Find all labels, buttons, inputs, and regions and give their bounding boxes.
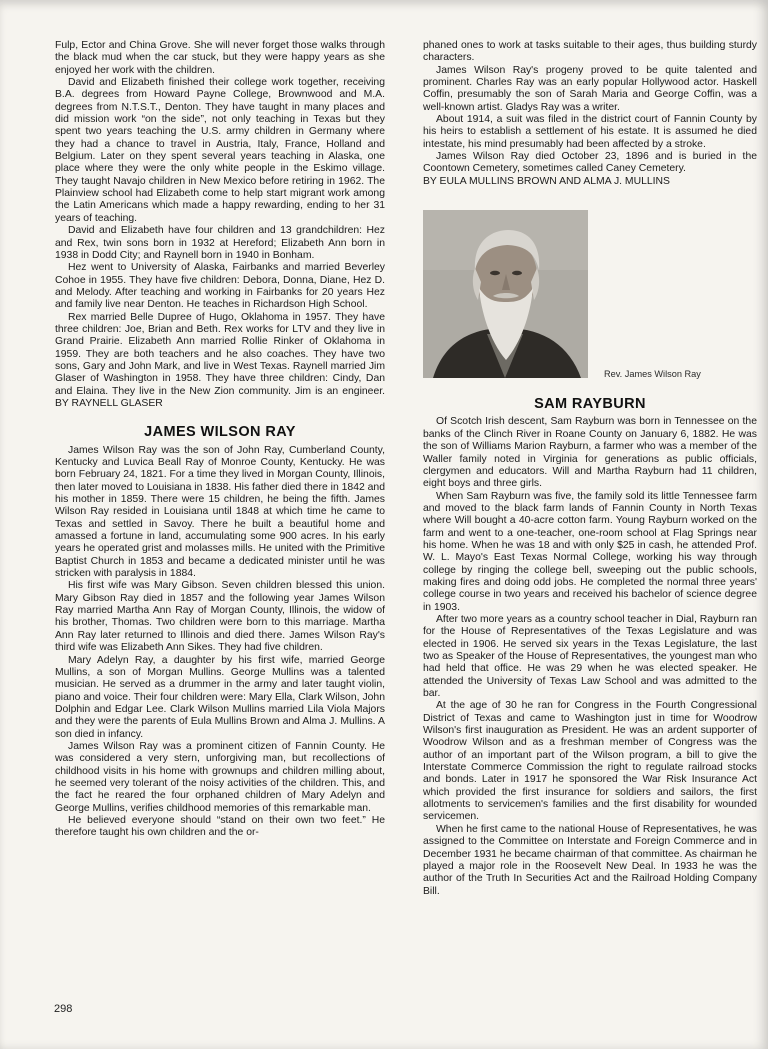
left-column (55, 40, 385, 840)
paragraph: At the age of 30 he ran for Congress in the Fourth Congressional District of Texas and came to Washington just in time for Woodrow Wilson's first inauguration as President. He was an ardent supporter of Woodrow Wilson and as a freshman member of Congress was the author of an important part of the Wilson program, a bill to give the Interstate Commerce Commission the right to regulate railroad stocks and bonds. Later in 1917 he sponsored the War Risk Insurance Act which provided the first insurance for soldiers and sailors, the first allotments to servicemen's families and the first disability for wounded servicemen. (423, 700, 757, 823)
article-heading-sam-rayburn: SAM RAYBURN (534, 396, 646, 413)
paragraph: Fulp, Ector and China Grove. She will never forget those walks through the black mud when the car stuck, but they were happy years as she enjoyed her work with the children. (55, 40, 385, 76)
paragraph: When he first came to the national House of Representatives, he was assigned to the Committee on Interstate and Foreign Commerce and in December 1931 he became chairman of that committee. As chairman he played a major role in the Roosevelt New Deal. In 1933 he was the author of the Truth In Securities Act and the Railroad Holding Company Bill. (423, 823, 757, 897)
paragraph: When Sam Rayburn was five, the family sold its little Tennessee farm and moved to the black farm lands of Fannin County in North Texas where Will bought a 40-acre cotton farm. Young Rayburn worked on the farm and went to a one-teacher, one-room school at Flag Springs near his home. When he was 18 and with only $25 in cash, he attended Prof. W. L. Mayo's East Texas Normal College, working his way through college by ringing the college bell, sweeping out the public schools, making fires and doing odd jobs. He completed the normal three years' college course in two years and received his bachelor of science degree in 1903. (423, 490, 757, 613)
paragraph: David and Elizabeth have four children and 13 grandchildren: Hez and Rex, twin sons born in 1932 at Hereford; Elizabeth Ann born in 1938 in Dodd City; and Raynell born in 1940 in Bonham. (55, 225, 385, 261)
paragraph: Mary Adelyn Ray, a daughter by his first wife, married George Mullins, a son of Morgan Mullins. George Mullins was a talented musician. He served as a drummer in the army and later taught violin, piano and voice. Their four children were: Mary Ella, Clark Wilson, John Dolphin and Edgar Lee. Clark Wilson Mullins married Lila Viola Majors and they were the parents of Eula Mullins Brown and Alma J. Mullins. A son died in infancy. (55, 654, 385, 740)
photo-caption: Rev. James Wilson Ray (604, 369, 701, 380)
paragraph: James Wilson Ray's progeny proved to be quite talented and prominent. Charles Ray was an early popular Hollywood actor. Haskell Coffin, presumably the son of Sarah Maria and George Coffin, was a well-known artist. Gladys Ray was a writer. (423, 64, 757, 113)
paragraph: Hez went to University of Alaska, Fairbanks and married Beverley Cohoe in 1955. They have five children: Debora, Donna, Diane, Hez D. and Melody. After teaching and working in Fairbanks for 20 years Hez and family live near Denton. He teaches in Richardson High School. (55, 262, 385, 311)
portrait-photo (423, 210, 588, 378)
portrait-figure (423, 210, 757, 386)
paragraph: David and Elizabeth finished their college work together, receiving B.A. degrees from Howard Payne College, Brownwood and M.A. degrees from N.T.S.T., Denton. They have taught in many places and did mission work “on the side”, not only teaching in Texas but they spent two years teaching the U.S. army children in Germany where they had a chance to travel in Austria, Italy, France, Holland and Belgium. Later on they spent several years teaching in Alaska, one place where they were the only white people in the Eskimo village. They taught Navajo children in New Mexico before retiring in 1962. The Plainview school had Elizabeth come to help start migrant work among the Latin Americans which made a happy rewarding, ending to her 31 years of teaching. (55, 77, 385, 224)
paragraph: phaned ones to work at tasks suitable to their ages, thus building sturdy characters. (423, 40, 757, 64)
portrait-image (423, 210, 588, 378)
paragraph: James Wilson Ray was a prominent citizen of Fannin County. He was considered a very stern, unforgiving man, but recollections of childhood visits in his home with grownups and children milling about, he seemed very tolerant of the noisy activities of the children. This, and the fact he reared the four orphaned children of Mary Adelyn and George Mullins, verifies childhood memories of this remarkable man. (55, 740, 385, 814)
byline: BY EULA MULLINS BROWN AND ALMA J. MULLINS (423, 175, 670, 187)
paragraph: His first wife was Mary Gibson. Seven children blessed this union. Mary Gibson Ray died in 1857 and the following year James Wilson Ray married Martha Ann Ray of Morgan County, Illinois, the widow of his brother, Thomas. Two children were born to this marriage. Martha Ann Ray later returned to Illinois and died there. James Wilson Ray's third wife was Elizabeth Ann Sikes. They had five children. (55, 580, 385, 654)
paragraph: He believed everyone should “stand on their own two feet.” He therefore taught his own children and the or- (55, 814, 385, 839)
paragraph: After two more years as a country school teacher in Dial, Rayburn ran for the House of Representatives of the Texas Legislature and was elected in 1906. He served six years in the Texas Legislature, the last two as Speaker of the House of Representatives, the youngest man who had held that office. He was 29 when he was elected speaker. He attended the University of Texas Law School and was admitted to the bar. (423, 613, 757, 700)
paragraph: James Wilson Ray was the son of John Ray, Cumberland County, Kentucky and Luvica Beall Ray of Monroe County, Kentucky. He was born February 24, 1821. For a time they lived in Morgan County, Illinois, then later moved to Louisiana in 1838. His father died there in 1842 and his mother in 1859. There were 15 children, he being the fifth. James Wilson Ray resided in Louisiana until 1848 at which time he came to Texas and settled in Savoy. There he built a beautiful home and amassed a fortune in land, accumulating some 900 acres. In his early years he operated grist and molasses mills. He united with the Primitive Baptist Church in 1853 and became a dedicated minister until he was stricken with paralysis in 1884. (55, 444, 385, 580)
page-number: 298 (54, 1003, 73, 1015)
paragraph: James Wilson Ray died October 23, 1896 and is buried in the Coontown Cemetery, sometimes called Caney Cemetery. (423, 151, 757, 175)
paragraph: Rex married Belle Dupree of Hugo, Oklahoma in 1957. They have three children: Joe, Brian and Beth. Rex works for LTV and they live in Grand Prairie. Elizabeth Ann married Rollie Rinker of Oklahoma in 1959. They are both teachers and he also coaches. They have two sons, Gary and John Mark, and live in West Texas. Raynell married Jim Glaser of Washington in 1958. They have three children: Cindy, Dan and Elaina. They live in the New Zion community. Jim is an engineer. BY RAYNELL GLASER (55, 311, 385, 409)
paragraph: About 1914, a suit was filed in the district court of Fannin County by his heirs to establish a settlement of his estate. It is assumed he died intestate, his mind presumably had been affected by a stroke. (423, 114, 757, 150)
right-column (423, 40, 757, 898)
article-heading-james-wilson-ray: JAMES WILSON RAY (144, 424, 296, 441)
paragraph: Of Scotch Irish descent, Sam Rayburn was born in Tennessee on the banks of the Clinch River in Roane County on January 6, 1882. He was the son of Williams Marion Rayburn, a farmer who was a member of the Waller family noted in Virginia for generations as public officials, clergymen and educators. Will and Martha Rayburn had 11 children, eight boys and three girls. (423, 416, 757, 490)
